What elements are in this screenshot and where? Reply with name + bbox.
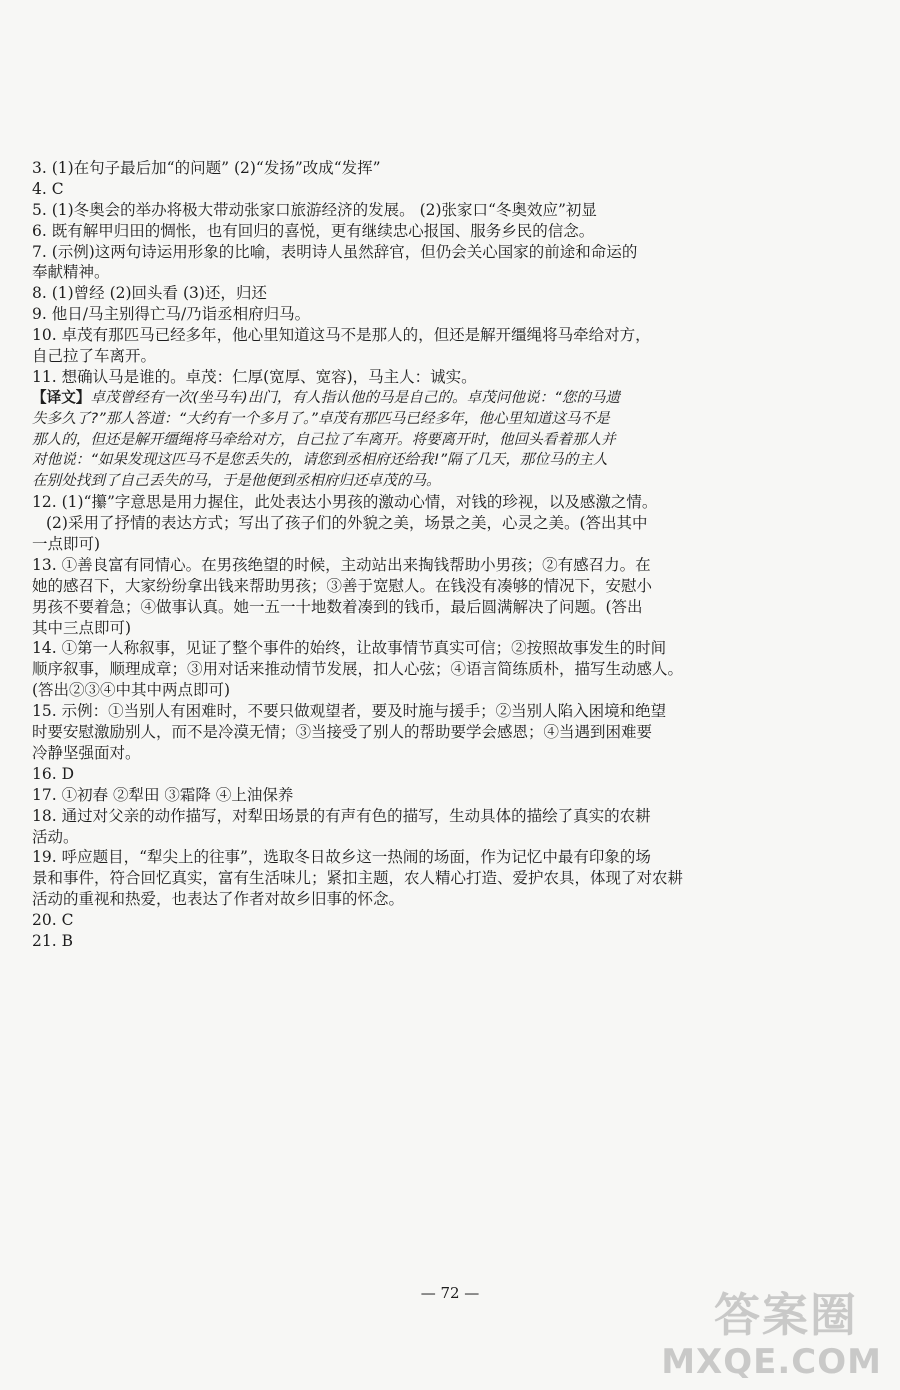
answer-line: 21. B (32, 931, 73, 950)
answer-line: 5. (1)冬奥会的举办将极大带动张家口旅游经济的发展。 (2)张家口“冬奥效应”初显 (32, 200, 597, 219)
answer-line: 16. D (32, 764, 75, 783)
answer-line: (2)采用了抒情的表达方式；写出了孩子们的外貌之美，场景之美，心灵之美。(答出其中 (46, 514, 648, 533)
answer-line: 14. ①第一人称叙事，见证了整个事件的始终，让故事情节真实可信；②按照故事发生的时间 (32, 639, 667, 658)
translation-line: 失多久了?”那人答道：“大约有一个多月了。”卓茂有那匹马已经多年，他心里知道这马不是 (32, 409, 610, 427)
answer-line: 时要安慰激励别人，而不是冷漠无情；③当接受了别人的帮助要学会感恩；④当遇到困难要 (32, 723, 653, 742)
answer-line: 8. (1)曾经 (2)回头看 (3)还，归还 (32, 284, 267, 303)
answer-line: 4. C (32, 179, 64, 198)
translation-line: 在别处找到了自己丢失的马，于是他便到丞相府归还卓茂的马。 (32, 472, 441, 490)
answer-line: 顺序叙事，顺理成章；③用对话来推动情节发展，扣人心弦；④语言简练质朴，描写生动感人。 (32, 660, 684, 679)
answer-line: 活动。 (32, 827, 79, 846)
answer-line: 10. 卓茂有那匹马已经多年，他心里知道这马不是那人的，但还是解开缰绳将马牵给对方， (32, 326, 651, 345)
answer-line: 12. (1)“攥”字意思是用力握住，此处表达小男孩的激动心情，对钱的珍视，以及感激之情。 (32, 493, 658, 512)
answer-line: 6. 既有解甲归田的惆怅，也有回归的喜悦，更有继续忠心报国、服务乡民的信念。 (32, 221, 595, 240)
watermark-text-en: MXQE.COM (661, 1342, 882, 1382)
answer-line: 一点即可) (32, 535, 101, 554)
answer-line: 18. 通过对父亲的动作描写，对犁田场景的有声有色的描写，生动具体的描绘了真实的农耕 (32, 806, 651, 825)
answer-line: 9. 他日/马主别得亡马/乃诣丞相府归马。 (32, 305, 311, 324)
answer-line: 11. 想确认马是谁的。卓茂：仁厚(宽厚、宽容)，马主人：诚实。 (32, 367, 477, 386)
answer-line: 景和事件，符合回忆真实，富有生活味儿；紧扣主题，农人精心打造、爱护农具，体现了对农耕 (32, 869, 684, 888)
translation-text: 卓茂曾经有一次(坐马车)出门，有人指认他的马是自己的。卓茂问他说：“您的马遗 (90, 388, 621, 406)
translation-tag: 【译文】 (32, 388, 91, 406)
answer-line: 20. C (32, 911, 74, 930)
translation-line (32, 388, 772, 409)
answer-line: 其中三点即可) (32, 618, 132, 637)
answer-line: 男孩不要着急；④做事认真。她一五一十地数着凑到的钱币，最后圆满解决了问题。(答出 (32, 597, 643, 616)
answer-line: 13. ①善良富有同情心。在男孩绝望的时候，主动站出来掏钱帮助小男孩；②有感召力。在 (32, 555, 651, 574)
answer-line: 17. ①初春 ②犁田 ③霜降 ④上油保养 (32, 785, 294, 804)
answer-line: 她的感召下，大家纷纷拿出钱来帮助男孩；③善于宽慰人。在钱没有凑够的情况下，安慰小 (32, 576, 653, 595)
answer-line: 15. 示例：①当别人有困难时，不要只做观望者，要及时施与援手；②当别人陷入困境和绝望 (32, 702, 667, 721)
answer-list (32, 158, 772, 952)
translation-line: 对他说：“如果发现这匹马不是您丢失的，请您到丞相府还给我!”隔了几天，那位马的主人 (32, 451, 608, 469)
translation-line: 那人的，但还是解开缰绳将马牵给对方，自己拉了车离开。将要离开时，他回头看着那人并 (32, 430, 616, 448)
answer-line: (答出②③④中其中两点即可) (32, 681, 231, 700)
answer-line: 活动的重视和热爱，也表达了作者对故乡旧事的怀念。 (32, 890, 405, 909)
answer-line: 7. (示例)这两句诗运用形象的比喻，表明诗人虽然辞官，但仍会关心国家的前途和命运的 (32, 242, 638, 261)
watermark-logo (661, 1277, 888, 1382)
answer-line: 19. 呼应题目，“犁尖上的往事”，选取冬日故乡这一热闹的场面，作为记忆中最有印象的场 (32, 848, 651, 867)
answer-line: 奉献精神。 (32, 263, 110, 282)
answer-line: 冷静坚强面对。 (32, 743, 141, 762)
answer-line: 3. (1)在句子最后加“的问题” (2)“发扬”改成“发挥” (32, 159, 381, 177)
answer-line: 自己拉了车离开。 (32, 347, 157, 366)
watermark-text-cn: 答案圈 (714, 1288, 858, 1342)
page-number: — 72 — (420, 1284, 480, 1302)
